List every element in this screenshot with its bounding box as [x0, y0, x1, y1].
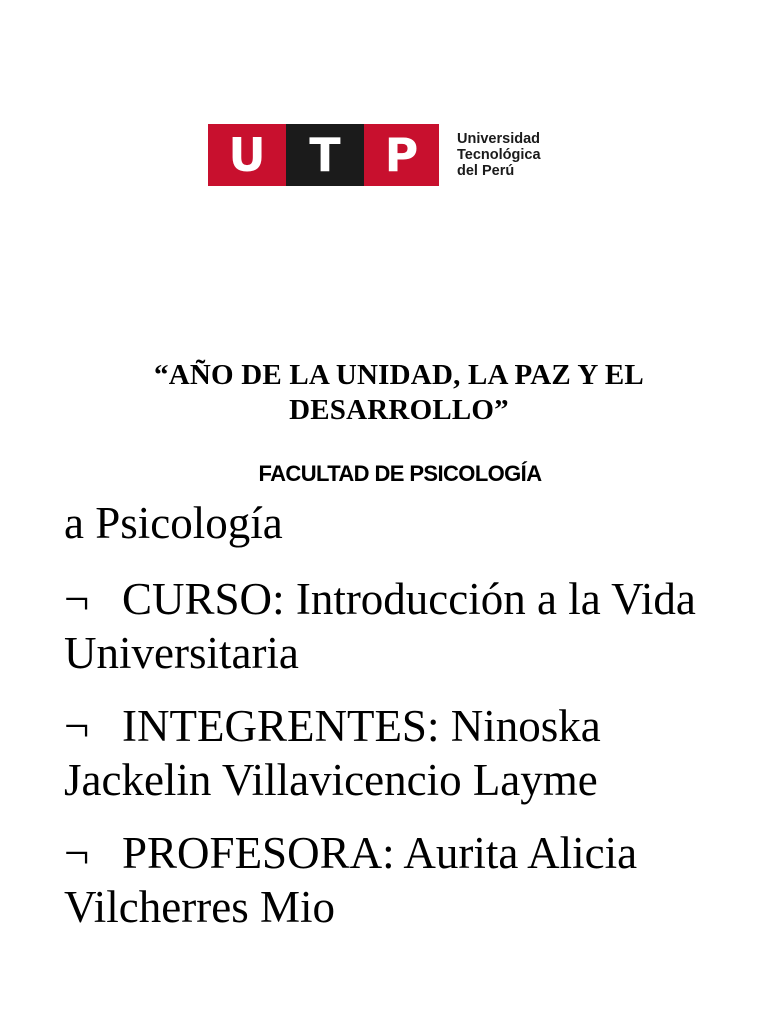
course-value: Introducción a la Vida Universitaria — [64, 574, 696, 678]
faculty-title: FACULTAD DE PSICOLOGÍA — [258, 461, 542, 486]
year-motto: “AÑO DE LA UNIDAD, LA PAZ Y EL DESARROLLO” — [154, 359, 644, 426]
professor-value: Aurita Alicia Vilcherres Mio — [64, 828, 638, 932]
logo-letter-t: T — [286, 124, 364, 186]
professor-item: ¬ PROFESORA: Aurita Alicia Vilcherres Mio — [64, 828, 638, 932]
logo-line-2: Tecnológica — [457, 147, 541, 163]
utp-logo — [208, 124, 541, 186]
logo-letter-p: P — [364, 124, 439, 186]
members-label: INTEGRENTES — [122, 701, 427, 751]
logo-line-3: del Perú — [457, 163, 515, 179]
members-item: ¬ INTEGRENTES: Ninoska Jackelin Villavicencio Layme — [64, 701, 601, 805]
professor-label: PROFESORA — [122, 828, 383, 878]
logo-wordmark — [457, 131, 541, 179]
bullet-icon: ¬ — [64, 828, 90, 878]
bullet-icon: ¬ — [64, 574, 90, 624]
bullet-icon: ¬ — [64, 701, 90, 751]
cover-details — [64, 496, 754, 953]
career-fragment: a Psicología — [64, 498, 283, 548]
logo-letter-u: U — [208, 124, 286, 186]
members-value: Ninoska Jackelin Villavicencio Layme — [64, 701, 601, 805]
course-label: CURSO — [122, 574, 273, 624]
course-item: ¬ CURSO: Introducción a la Vida Universitaria — [64, 574, 696, 678]
logo-line-1: Universidad — [457, 131, 540, 147]
